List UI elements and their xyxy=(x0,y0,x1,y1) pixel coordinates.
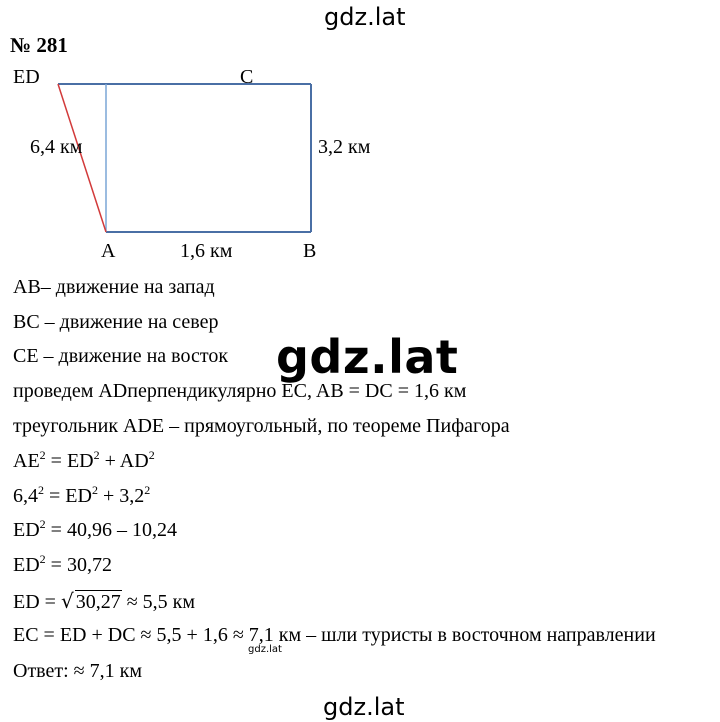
radical-sign: √ xyxy=(60,589,74,613)
formula-substitution xyxy=(13,485,150,508)
exponent: 2 xyxy=(148,448,155,462)
label-bottom-side-length: 1,6 км xyxy=(180,240,233,262)
label-B: B xyxy=(303,240,317,262)
exponent: 2 xyxy=(39,552,46,566)
formula-part: + 3,2 xyxy=(97,485,145,507)
exponent: 2 xyxy=(93,448,100,462)
watermark-top: gdz.lat xyxy=(324,3,406,31)
exponent: 2 xyxy=(39,448,46,462)
watermark-bottom: gdz.lat xyxy=(323,693,405,721)
formula-result-squared xyxy=(13,554,112,577)
formula-square-root xyxy=(13,589,195,614)
formula-part: ED xyxy=(13,519,40,541)
label-C: C xyxy=(240,66,254,88)
formula-part: ED xyxy=(13,554,40,576)
watermark-small: gdz.lat xyxy=(248,644,282,655)
formula-pythagoras xyxy=(13,450,155,473)
radicand: 30,27 xyxy=(75,591,121,613)
formula-part: AE xyxy=(13,450,40,472)
exponent: 2 xyxy=(39,517,46,531)
formula-part: 6,4 xyxy=(13,485,38,507)
formula-part: ≈ 5,5 км xyxy=(121,591,196,613)
text-line-4: проведем ADперпендикулярно EC, AB = DC = 1,6 км xyxy=(13,380,467,402)
problem-number: № 281 xyxy=(10,33,68,57)
formula-difference xyxy=(13,519,177,542)
text-line-5: треугольник ADE – прямоугольный, по теореме Пифагора xyxy=(13,415,510,437)
formula-part: = 40,96 – 10,24 xyxy=(45,519,177,541)
exponent: 2 xyxy=(91,483,98,497)
exponent: 2 xyxy=(38,483,44,497)
text-line-1: AB– движение на запад xyxy=(13,276,215,298)
formula-part: = 30,72 xyxy=(45,554,112,576)
formula-part: = ED xyxy=(44,485,92,507)
exponent: 2 xyxy=(144,483,151,497)
formula-part: = ED xyxy=(45,450,94,472)
answer-line: Ответ: ≈ 7,1 км xyxy=(13,660,143,682)
label-ED: ED xyxy=(13,66,40,88)
formula-part: ED = xyxy=(13,591,61,613)
text-line-2: BC – движение на север xyxy=(13,311,219,333)
label-hypotenuse-length: 6,4 км xyxy=(30,136,83,158)
text-line-3: CE – движение на восток xyxy=(13,345,229,367)
text-line-conclusion: EC = ED + DC ≈ 5,5 + 1,6 ≈ 7,1 км – шли туристы в восточном направлении xyxy=(13,624,656,646)
label-A: A xyxy=(101,240,116,262)
watermark-middle: gdz.lat xyxy=(276,330,459,384)
label-right-side-length: 3,2 км xyxy=(318,136,371,158)
formula-part: + AD xyxy=(99,450,149,472)
